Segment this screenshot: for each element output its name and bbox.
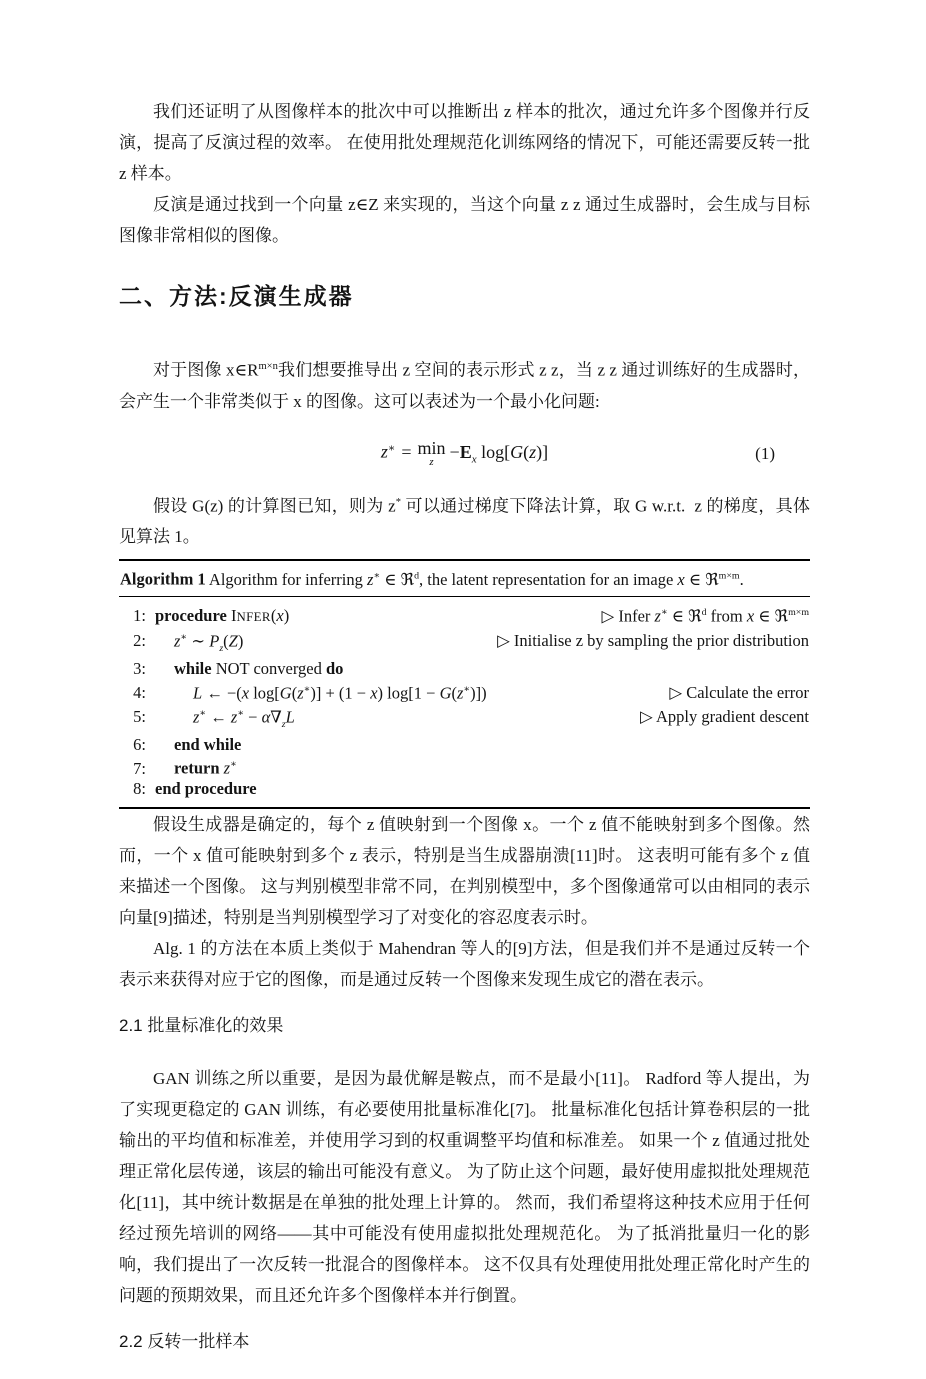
- paragraph-inversion-vector: 反演是通过找到一个向量 z∈Z 来实现的，当这个向量 z z 通过生成器时，会生成与目标图像非常相似的图像。: [119, 195, 810, 245]
- paragraph-mahendran-comparison: Alg. 1 的方法在本质上类似于 Mahendran 等人的[9]方法，但是我们并不是通过反转一个表示来获得对应于它的图像，而是通过反转一个图像来发现生成它的潜在表示。: [119, 938, 810, 989]
- algorithm-line: [119, 628, 810, 659]
- algorithm-line-comment: ▷ Initialise z by sampling the prior distribution: [497, 631, 809, 651]
- algorithm-line-comment: ▷ Apply gradient descent: [640, 707, 809, 727]
- algorithm-line: [119, 755, 810, 779]
- algorithm-line-code: z∗ ∼ $P_z(Z)$: [174, 631, 244, 654]
- algorithm-line: [119, 704, 810, 735]
- algorithm-line-code: procedure INFER(x): [155, 606, 290, 626]
- equation-1: [119, 432, 810, 476]
- algorithm-body: [119, 597, 810, 800]
- equation-body: [381, 439, 548, 468]
- algorithm-line: [119, 735, 810, 756]
- equation-equals-sign: =: [401, 441, 412, 462]
- algorithm-line-code: z∗ ← $z^∗ - \alpha\nabla_zL$: [193, 707, 295, 730]
- algorithm-line-number: 5:: [133, 707, 146, 727]
- page-content: [119, 96, 810, 1379]
- algorithm-line-code: end while: [174, 734, 242, 754]
- algorithm-line-comment: ▷ Infer z∗ ∈ ℜ$^d$ from x ∈ ℜ$^{m\times m}$: [601, 606, 809, 626]
- algorithm-line-number: 8:: [133, 779, 146, 799]
- paragraph-batchnorm: GAN 训练之所以重要，是因为最优解是鞍点，而不是最小[11]。 Radford 等人提出，为了实现更稳定的 GAN 训练，有必要使用批量标准化[7]。 批量标准化包括计算卷积层的一批输出的平均值和标准差，并使用学习到的权重调整平均值和标准差。 如果一个 z 值通过批处理正常化层传递，该层的输出可能没有意义。 为了防止这个问题，最好使用虚拟批处理规范化[11]，其中统计数据是在单独的批处理上计算的。 然而，我们希望将这种技术应用于任何经过预先培训的网络——其中可能没有使用虚拟批处理规范化。 为了抵消批量归一化的影响，我们提出了一次反转一批混合的图像样本。 这不仅具有处理使用批处理正常化时产生的问题的预期效果，而且还允许多个图像样本并行倒置。: [119, 1068, 810, 1305]
- section-heading-method: 二、方法:反演生成器: [119, 283, 354, 309]
- algorithm-line-number: 6:: [133, 734, 146, 754]
- algorithm-line-code: end procedure: [155, 779, 257, 799]
- algorithm-line: [119, 603, 810, 628]
- algorithm-line: [119, 659, 810, 680]
- algorithm-line-number: 2:: [133, 631, 146, 651]
- algorithm-line: [119, 779, 810, 800]
- algorithm-line: [119, 680, 810, 704]
- algorithm-line-code: return z∗: [174, 758, 237, 778]
- algorithm-line-comment: ▷ Calculate the error: [669, 683, 809, 703]
- paragraph-gradient-descent: 假设 G(z) 的计算图已知，则为 z* 可以通过梯度下降法计算，取 G w.r.t. z 的梯度，具体见算法 1。: [119, 496, 810, 547]
- paragraph-minimisation-problem: 对于图像 $x\in R^{m\times n}$我们想要推导出 z 空间的表示形式 z z，当 z z 通过训练好的生成器时，会产生一个非常类似于 x 的图像。这可以表述为一个最小化问题:: [119, 360, 810, 411]
- subsection-heading-batchnorm-effects: 2.1 批量标准化的效果: [119, 1015, 284, 1035]
- equation-number: (1): [755, 443, 775, 463]
- algorithm-line-number: 7:: [133, 758, 146, 778]
- algorithm-caption-text: Algorithm for inferring z∗ ∈ ℜ$^d$, the latent representation for an image x ∈ ℜ$^{m\times m}$.: [205, 569, 744, 589]
- equation-min-operator: min z: [417, 438, 446, 469]
- algorithm-box: [119, 559, 810, 809]
- algorithm-caption: [119, 561, 810, 597]
- equation-rhs: $-E_x$ log[G(z)]: [449, 441, 549, 466]
- algorithm-line-code: while NOT converged do: [174, 659, 344, 679]
- algorithm-line-number: 4:: [133, 683, 146, 703]
- subsection-heading-invert-batch: 2.2 反转一批样本: [119, 1331, 250, 1351]
- paragraph-inversion-batches: 我们还证明了从图像样本的批次中可以推断出 z 样本的批次，通过允许多个图像并行反演，提高了反演过程的效率。 在使用批处理规范化训练网络的情况下，可能还需要反转一批 z 样本。: [119, 102, 810, 183]
- equation-lhs: z: [380, 441, 388, 462]
- algorithm-line-number: 3:: [133, 659, 146, 679]
- algorithm-label: Algorithm 1: [120, 569, 206, 589]
- equation-lhs-superscript: ∗: [387, 442, 396, 455]
- algorithm-line-number: 1:: [133, 606, 146, 626]
- algorithm-line-code: L ← −(x log[G(z∗)] + (1 − x) log[1 − G(z∗)]): [193, 683, 487, 703]
- paragraph-deterministic-generator: 假设生成器是确定的，每个 z 值映射到一个图像 x。一个 z 值不能映射到多个图像。然而，一个 x 值可能映射到多个 z 表示，特别是当生成器崩溃[11]时。 这表明可能有多个 z 值来描述一个图像。 这与判别模型非常不同，在判别模型中，多个图像通常可以由相同的表示向量[9]描述，特别是当判别模型学习了对变化的容忍度表示时。: [119, 814, 810, 927]
